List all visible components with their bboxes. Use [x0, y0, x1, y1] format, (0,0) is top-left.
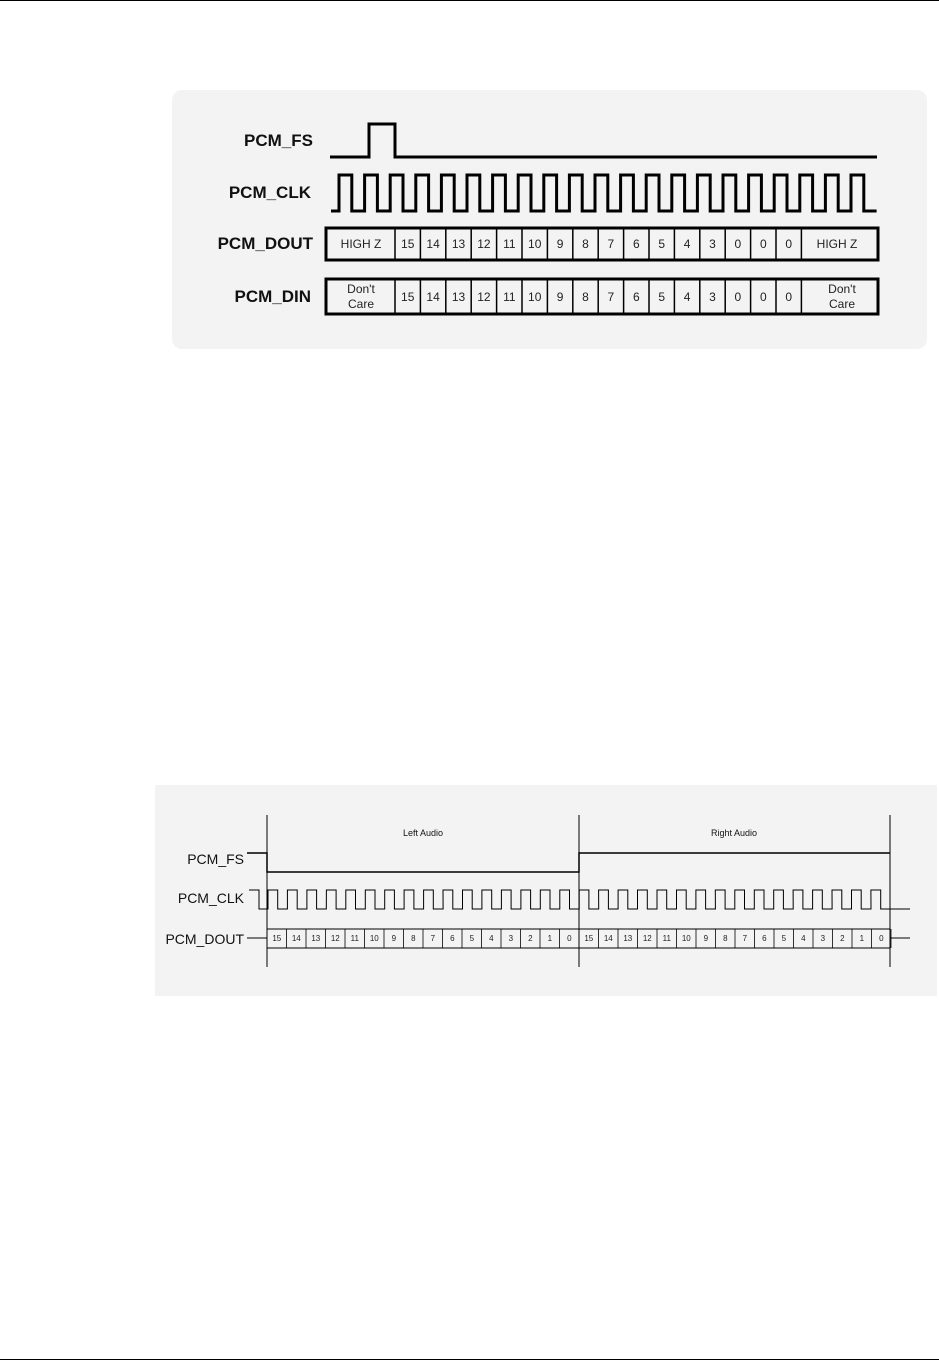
dout2-bit-label: 9 [703, 934, 709, 943]
din-start-state-line2: Care [347, 297, 375, 311]
pcm-fs-label-2: PCM_FS [187, 851, 244, 867]
left-audio-label: Left Audio [402, 828, 444, 838]
pcm-fs-label: PCM_FS [244, 131, 313, 150]
dout2-bit-label: 11 [350, 934, 359, 943]
dout2-bit-label: 1 [547, 934, 553, 943]
din-bit-label: 15 [401, 290, 415, 304]
din-bit-label: 13 [451, 290, 466, 304]
din-end-state-line2: Care [828, 297, 856, 311]
dout-bit-label: 9 [556, 237, 564, 251]
pcm-clk-label: PCM_CLK [228, 183, 311, 202]
dout2-bit-label: 0 [567, 934, 572, 943]
dout-start-state: HIGH Z [340, 237, 382, 251]
din-bit-label: 0 [734, 290, 742, 304]
pcm-dout-label-2: PCM_DOUT [165, 931, 244, 947]
dout-bit-label: 11 [503, 237, 516, 251]
pcm-clk-waveform [331, 175, 877, 211]
dout-bit-label: 0 [759, 237, 767, 251]
dout2-bit-label: 7 [742, 934, 748, 943]
dout-bit-label: 4 [683, 237, 691, 251]
din-bit-label: 14 [426, 290, 440, 304]
dout2-bit-label: 4 [489, 934, 494, 943]
din-bit-label: 11 [503, 290, 516, 304]
dout2-bit-label: 3 [820, 934, 826, 943]
dout2-bit-label: 13 [623, 934, 633, 943]
dout-bit-label: 12 [477, 237, 491, 251]
pcm-clk-label-2: PCM_CLK [177, 890, 244, 906]
dout-bit-label: 3 [709, 237, 716, 251]
dout2-bit-label: 13 [311, 934, 321, 943]
dout2-bit-label: 12 [330, 934, 340, 943]
din-bit-label: 7 [607, 290, 615, 304]
dout-bit-label: 6 [632, 237, 640, 251]
pcm-timing-diagram-1 [0, 0, 939, 400]
dout2-bit-label: 8 [411, 934, 416, 943]
right-audio-label: Right Audio [710, 828, 758, 838]
dout2-bit-label: 5 [781, 934, 787, 943]
din-bit-label: 12 [477, 290, 491, 304]
din-bit-label: 9 [556, 290, 564, 304]
dout-bit-label: 0 [785, 237, 793, 251]
dout-bit-label: 5 [658, 237, 666, 251]
dout2-bit-label: 0 [879, 934, 884, 943]
page-bottom-rule [0, 1359, 939, 1360]
dout2-bit-label: 6 [762, 934, 767, 943]
dout-bit-label: 14 [426, 237, 440, 251]
dout2-bit-label: 11 [662, 934, 671, 943]
din-bit-label: 0 [759, 290, 767, 304]
din-bit-label: 4 [683, 290, 691, 304]
dout2-bit-label: 14 [603, 934, 613, 943]
dout-bit-label: 8 [582, 237, 589, 251]
dout2-bit-label: 6 [450, 934, 455, 943]
din-bit-label: 5 [658, 290, 666, 304]
pcm-fs-waveform [330, 124, 877, 157]
pcm-timing-panel-2 [155, 785, 937, 996]
dout2-bit-label: 7 [430, 934, 436, 943]
din-bit-label: 10 [528, 290, 542, 304]
dout-bit-label: 10 [528, 237, 542, 251]
dout-bit-label: 15 [401, 237, 415, 251]
dout-end-state: HIGH Z [816, 237, 858, 251]
din-bit-label: 8 [582, 290, 589, 304]
dout2-bit-label: 8 [723, 934, 728, 943]
dout2-bit-label: 12 [642, 934, 652, 943]
dout2-bit-label: 10 [369, 934, 379, 943]
dout-bit-label: 13 [451, 237, 466, 251]
dout2-bit-label: 10 [681, 934, 691, 943]
dout2-bit-label: 4 [801, 934, 806, 943]
dout2-bit-label: 2 [840, 934, 845, 943]
din-bit-label: 3 [709, 290, 716, 304]
din-start-state-line1: Don't [347, 282, 375, 296]
dout-bit-label: 0 [734, 237, 742, 251]
dout2-bit-label: 15 [584, 934, 594, 943]
din-bit-label: 6 [632, 290, 640, 304]
din-bit-label: 0 [785, 290, 793, 304]
dout2-bit-label: 2 [528, 934, 533, 943]
din-end-state-line1: Don't [828, 282, 856, 296]
dout2-bit-label: 14 [291, 934, 301, 943]
pcm-din-label: PCM_DIN [234, 287, 311, 306]
dout2-bit-label: 3 [508, 934, 514, 943]
dout2-bit-label: 9 [391, 934, 397, 943]
dout-bit-label: 7 [607, 237, 615, 251]
dout2-bit-label: 15 [272, 934, 282, 943]
dout2-bit-label: 5 [469, 934, 475, 943]
dout2-bit-label: 1 [859, 934, 865, 943]
pcm-dout-label: PCM_DOUT [217, 234, 313, 253]
